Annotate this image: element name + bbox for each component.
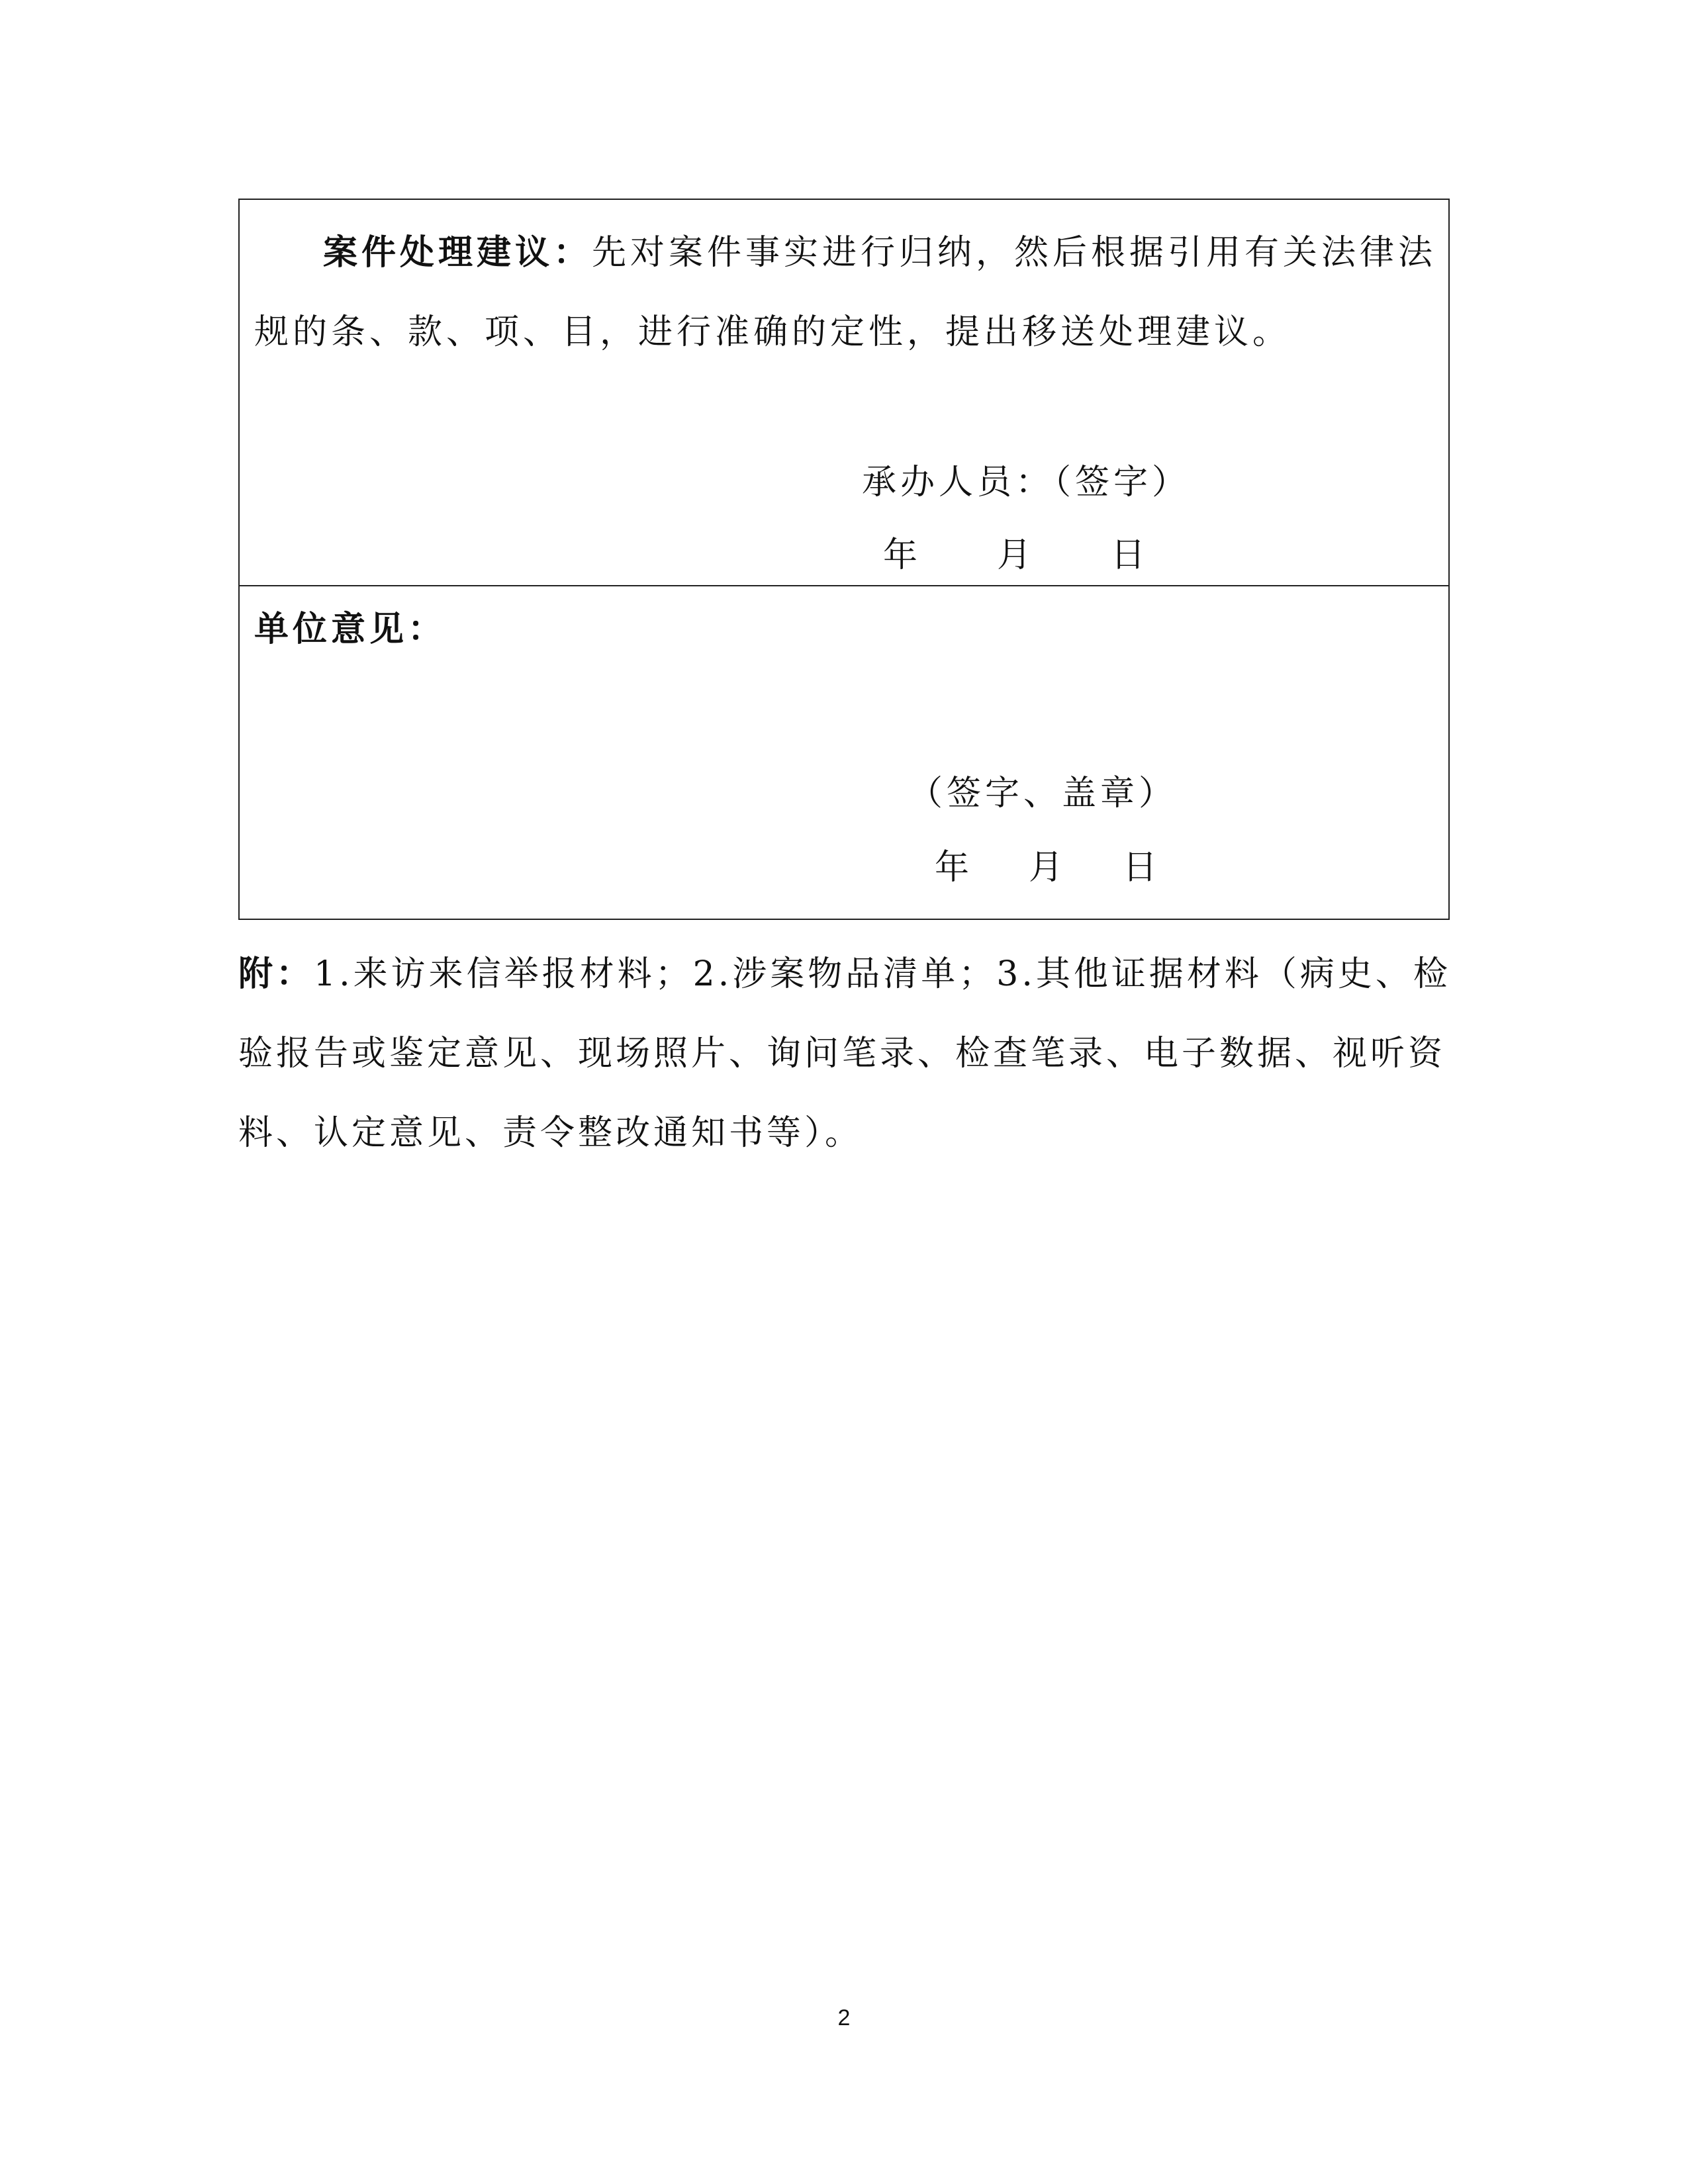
attachment-note — [238, 934, 1456, 1173]
form-table — [238, 199, 1450, 920]
unit-signature-seal: （签字、盖章） — [908, 774, 1178, 813]
date-year: 年 — [883, 535, 918, 575]
unit-opinion-label: 单位意见： — [254, 610, 447, 649]
page-number: 2 — [837, 2005, 851, 2030]
date-day: 日 — [1111, 535, 1146, 575]
row-divider — [240, 585, 1448, 586]
unit-date — [935, 844, 1157, 891]
attachment-text: 1.来访来信举报材料；2.涉案物品清单；3.其他证据材料（病史、检验报告或鉴定意见、现场照片、询问笔录、检查笔录、电子数据、视听资料、认定意见、责令整改通知书等）。 — [238, 954, 1451, 1153]
case-handling-suggestion — [254, 213, 1439, 372]
handler-signature: 承办人员：（签字） — [862, 463, 1191, 502]
date-month: 月 — [1029, 848, 1064, 887]
case-handling-suggestion-text: 先对案件事实进行归纳，然后根据引用有关法律法规的条、款、项、目，进行准确的定性，提出移送处理建议。 — [254, 233, 1437, 352]
attachment-label: 附： — [238, 954, 314, 994]
date-day: 日 — [1123, 848, 1158, 887]
handler-date — [883, 532, 1145, 578]
case-handling-suggestion-label: 案件处理建议： — [323, 233, 592, 273]
date-month: 月 — [997, 535, 1032, 575]
date-year: 年 — [935, 848, 970, 887]
